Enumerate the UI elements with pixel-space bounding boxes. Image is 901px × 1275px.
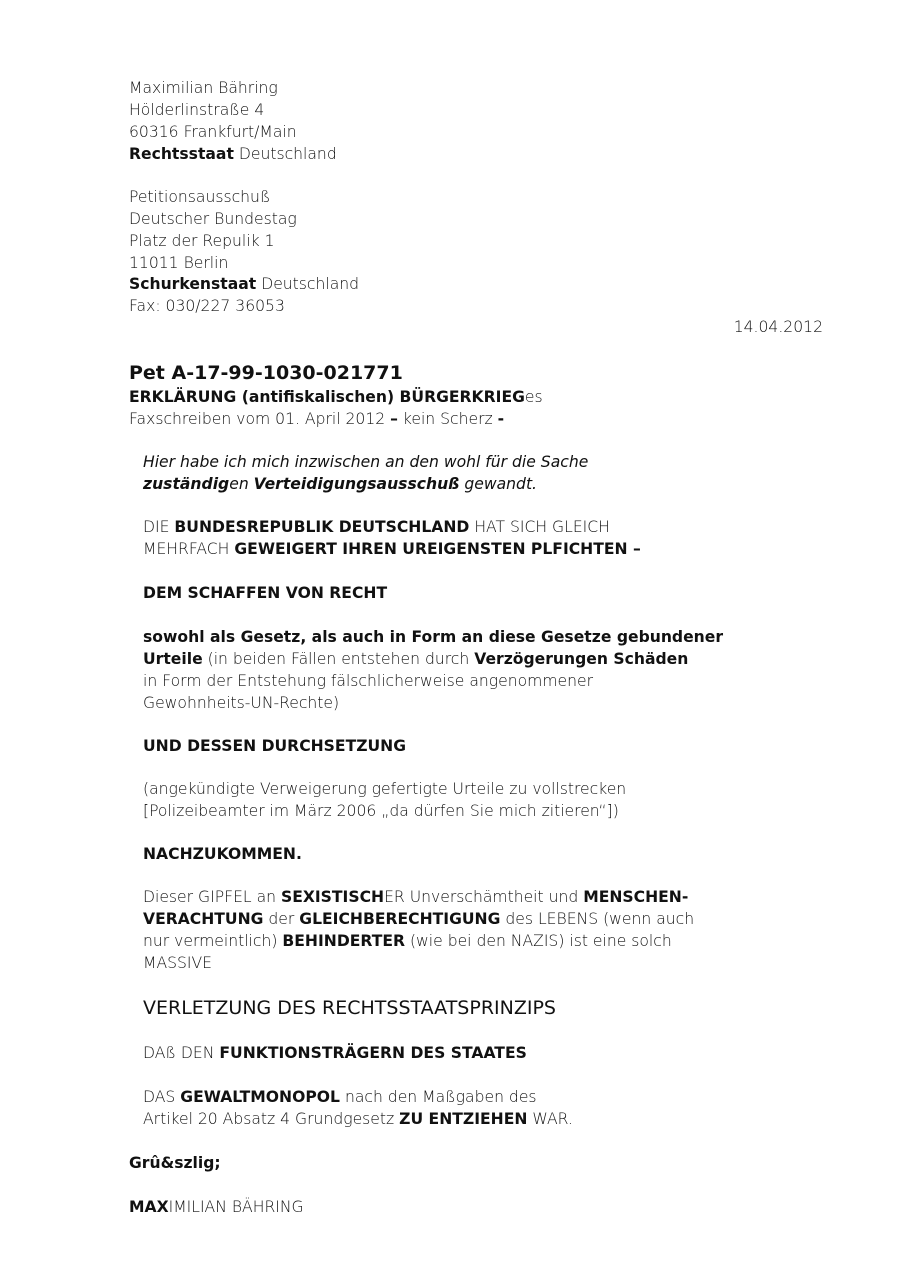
intro-line-2 [143,473,537,495]
p5-line-1: (angekündigte Verweigerung gefertigte Urteile zu vollstrecken [143,780,627,798]
subject-title-suffix: es [524,388,543,406]
recipient-line-4: 11011 Berlin [129,254,229,272]
sender-country-rest: Deutschland [233,145,337,163]
p7-bold-d: MENSCHEN- [583,888,689,906]
intro-bold-1: zuständig [143,475,230,493]
p7-bold-g: GLEICHBERECHTIGUNG [299,910,501,928]
p7-text-c: ER Unverschämtheit und [384,888,584,906]
p5-line-2: [Polizeibeamter im März 2006 „da dürfen Sie mich zitieren“]) [143,802,619,820]
p3-line-4: Gewohnheits-UN-Rechte) [143,694,340,712]
subject-dash: – [390,410,398,428]
p7-bold-j: BEHINDERTER [282,932,406,950]
subject-fax-text: Faxschreiben vom 01. April 2012 [129,410,391,428]
recipient-country [129,273,359,295]
p7-line-1 [143,886,688,908]
sender-country [129,143,337,165]
p7-text-f: der [263,910,300,928]
p7-line-2 [143,908,694,930]
p7-text-a: Dieser GIPFEL an [143,888,281,906]
p3-line-2 [143,648,688,670]
subject-fax-line [129,408,504,430]
intro-bold-2: Verteidigungsausschuß [253,475,460,493]
recipient-country-bold: Schurkenstaat [129,275,257,293]
p1-line-1 [143,516,610,538]
sender-country-bold: Rechtsstaat [129,145,234,163]
p1-line-2 [143,538,641,560]
p7-line-4: MASSIVE [143,954,213,972]
p10-text-a: DAS [143,1088,181,1106]
p8-heading: VERLETZUNG DES RECHTSSTAATSPRINZIPS [143,997,556,1019]
p3-bold-c: Verzögerungen Schäden [474,650,689,668]
p6-heading: NACHZUKOMMEN. [143,845,302,863]
p7-text-i: nur vermeintlich) [143,932,283,950]
letter-date: 14.04.2012 [733,318,823,336]
p10-line-1 [143,1086,537,1108]
subject-joke-text: kein Scherz [397,410,498,428]
recipient-fax: Fax: 030/227 36053 [129,297,285,315]
p10-text-f: WAR. [527,1110,573,1128]
signature-rest: IMILIAN BÄHRING [168,1198,304,1216]
intro-text-1: en [229,475,254,493]
p1-bold-b: BUNDESREPUBLIK DEUTSCHLAND [174,518,470,536]
p1-bold-e: GEWEIGERT IHREN UREIGENSTEN PLFICHTEN – [234,540,641,558]
subject-title [129,386,543,408]
sender-city: 60316 Frankfurt/Main [129,123,297,141]
p1-text-a: DIE [143,518,175,536]
p4-heading: UND DESSEN DURCHSETZUNG [143,737,407,755]
intro-text-2: gewandt. [459,475,538,493]
p9-bold-b: FUNKTIONSTRÄGERN DES STAATES [219,1044,527,1062]
sender-street: Hölderlinstraße 4 [129,101,265,119]
p2-heading: DEM SCHAFFEN VON RECHT [143,584,388,602]
reference-number: Pet A-17-99-1030-021771 [129,362,403,384]
p3-text-b: (in beiden Fällen entstehen durch [202,650,475,668]
p10-line-2 [143,1108,573,1130]
p7-line-3 [143,930,672,952]
p7-text-h: des LEBENS (wenn auch [500,910,695,928]
p10-text-c: nach den Maßgaben des [339,1088,537,1106]
signature [129,1196,304,1218]
closing-greeting: Grû&szlig; [129,1154,221,1172]
intro-line-1: Hier habe ich mich inzwischen an den wohl für die Sache [143,453,589,471]
p7-text-k: (wie bei den NAZIS) ist eine solch [405,932,672,950]
sender-name: Maximilian Bähring [129,79,278,97]
p7-bold-b: SEXISTISCH [280,888,385,906]
p1-text-d: MEHRFACH [143,540,235,558]
p10-text-d: Artikel 20 Absatz 4 Grundgesetz [143,1110,400,1128]
p9-text-a: DAß DEN [143,1044,220,1062]
p9-line [143,1042,527,1064]
p3-line-3: in Form der Entstehung fälschlicherweise angenommener [143,672,594,690]
recipient-line-2: Deutscher Bundestag [129,210,297,228]
signature-bold: MAX [129,1198,169,1216]
p10-bold-e: ZU ENTZIEHEN [399,1110,528,1128]
p7-bold-e: VERACHTUNG [143,910,264,928]
p10-bold-b: GEWALTMONOPOL [180,1088,340,1106]
p3-bold-a: Urteile [143,650,203,668]
subject-title-main: ERKLÄRUNG (antifiskalischen) BÜRGERKRIEG [129,388,525,406]
recipient-line-3: Platz der Repulik 1 [129,232,275,250]
subject-hyphen: - [497,410,505,428]
recipient-line-1: Petitionsausschuß [129,188,271,206]
p1-text-c: HAT SICH GLEICH [469,518,610,536]
p3-line-1: sowohl als Gesetz, als auch in Form an diese Gesetze gebundener [143,628,724,646]
recipient-country-rest: Deutschland [256,275,360,293]
